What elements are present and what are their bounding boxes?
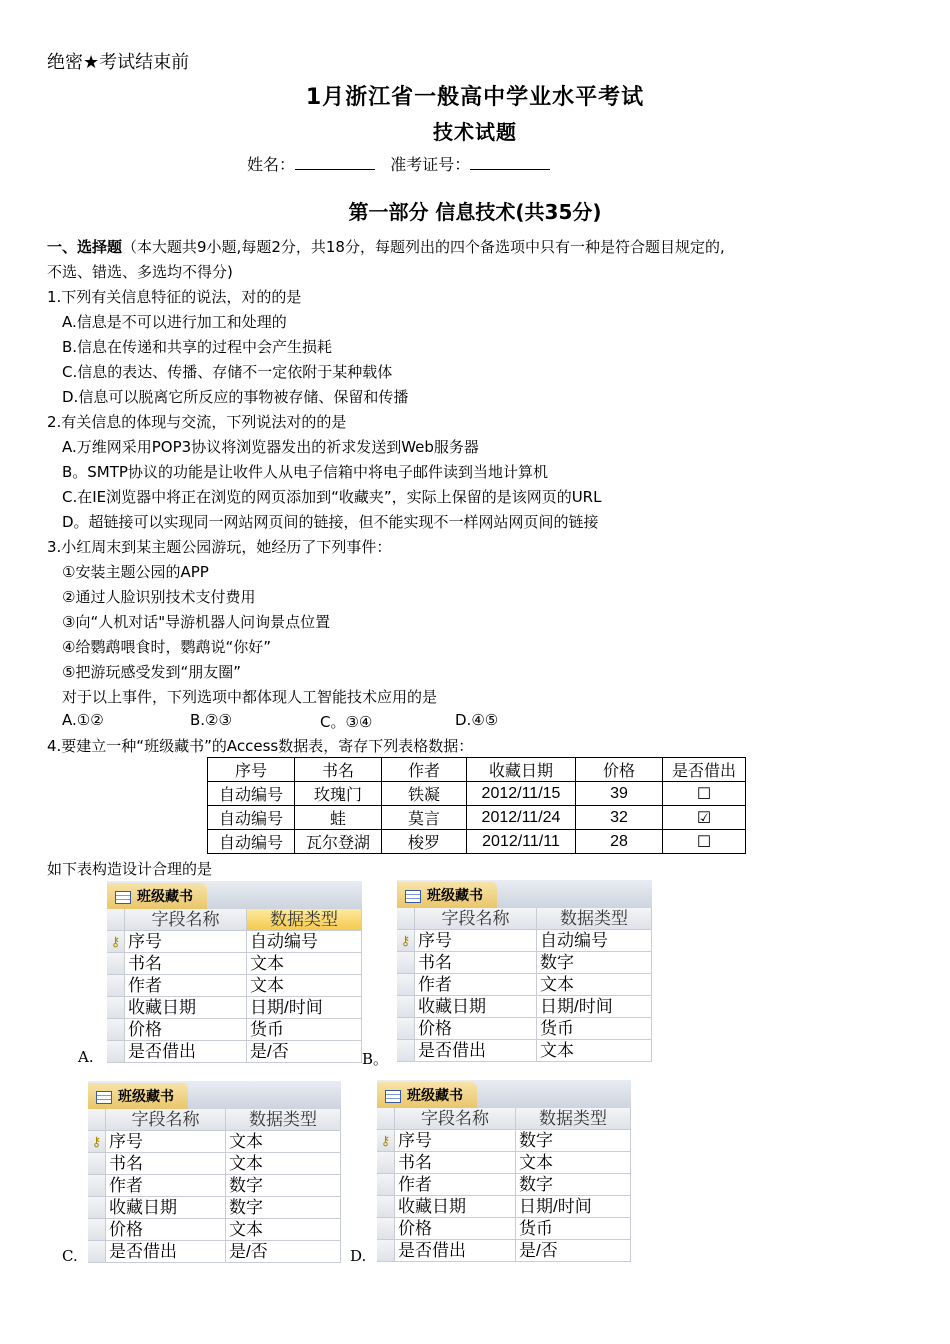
q1-option-b: B.信息在传递和共享的过程中会产生损耗 bbox=[62, 338, 333, 356]
q3-stem: 3.小红周末到某主题公园游玩，她经历了下列事件： bbox=[47, 538, 392, 556]
col-header: 作者 bbox=[382, 758, 467, 782]
table-cell: 28 bbox=[576, 830, 663, 854]
data-type-cell: 文本 bbox=[537, 974, 652, 996]
field-name-header: 字段名称 bbox=[395, 1108, 516, 1130]
part-title: 第一部分 信息技术(共35分) bbox=[348, 200, 602, 224]
data-type-cell: 自动编号 bbox=[537, 930, 652, 952]
col-header: 价格 bbox=[576, 758, 663, 782]
table-cell: 玫瑰门 bbox=[295, 782, 382, 806]
field-name-cell: 是否借出 bbox=[395, 1240, 516, 1262]
panel-tab-label: 班级藏书 bbox=[137, 888, 193, 904]
data-type-cell: 自动编号 bbox=[247, 931, 362, 953]
option-label-b: B。 bbox=[362, 1050, 389, 1068]
q4-ask: 如下表构造设计合理的是 bbox=[47, 860, 213, 878]
field-name-cell: 书名 bbox=[395, 1152, 516, 1174]
data-type-cell: 文本 bbox=[226, 1131, 341, 1153]
data-type-cell: 是/否 bbox=[516, 1240, 631, 1262]
data-type-cell: 数字 bbox=[226, 1175, 341, 1197]
panel-tab-bar bbox=[107, 881, 362, 909]
table-row bbox=[208, 782, 746, 806]
section-instruction bbox=[47, 236, 725, 257]
id-blank bbox=[470, 155, 550, 170]
field-name-cell: 收藏日期 bbox=[106, 1197, 226, 1219]
data-type-cell: 是/否 bbox=[226, 1241, 341, 1263]
q1-option-a: A.信息是不可以进行加工和处理的 bbox=[62, 313, 287, 331]
table-icon bbox=[405, 890, 421, 903]
q2-stem: 2.有关信息的体现与交流，下列说法对的的是 bbox=[47, 413, 347, 431]
exam-subtitle: 技术试题 bbox=[433, 120, 517, 144]
row-selector bbox=[88, 1219, 106, 1241]
section-text: （本大题共9小题,每题2分，共18分，每题列出的四个备选项中只有一种是符合题目规定的, bbox=[122, 238, 725, 256]
section-heading: 一、选择题 bbox=[47, 238, 123, 256]
table-design-panel-b bbox=[397, 880, 652, 1062]
primary-key-icon: ⚷ bbox=[397, 930, 415, 952]
field-name-cell: 序号 bbox=[125, 931, 247, 953]
field-name-cell: 作者 bbox=[395, 1174, 516, 1196]
row-selector bbox=[107, 1041, 125, 1063]
q1-option-d: D.信息可以脱离它所反应的事物被存储、保留和传播 bbox=[62, 388, 409, 406]
data-type-cell: 文本 bbox=[226, 1219, 341, 1241]
name-blank bbox=[295, 155, 375, 170]
field-name-header: 字段名称 bbox=[106, 1109, 226, 1131]
table-row bbox=[208, 830, 746, 854]
panel-tab-label: 班级藏书 bbox=[407, 1087, 463, 1103]
field-name-cell: 收藏日期 bbox=[125, 997, 247, 1019]
row-selector bbox=[88, 1175, 106, 1197]
row-selector bbox=[107, 997, 125, 1019]
table-cell: 39 bbox=[576, 782, 663, 806]
checkbox-cell bbox=[663, 782, 746, 806]
panel-tab-label: 班级藏书 bbox=[427, 887, 483, 903]
field-name-cell: 序号 bbox=[395, 1130, 516, 1152]
table-cell: 2012/11/11 bbox=[467, 830, 576, 854]
checkbox-icon: ☐ bbox=[696, 785, 712, 803]
panel-tab-bar bbox=[88, 1081, 341, 1109]
data-type-cell: 货币 bbox=[516, 1218, 631, 1240]
field-name-cell: 价格 bbox=[395, 1218, 516, 1240]
field-name-cell: 序号 bbox=[106, 1131, 226, 1153]
data-type-cell: 文本 bbox=[226, 1153, 341, 1175]
table-icon bbox=[96, 1091, 112, 1104]
row-selector-header bbox=[88, 1109, 106, 1131]
data-type-cell: 文本 bbox=[247, 975, 362, 997]
row-selector bbox=[107, 975, 125, 997]
q3-ask: 对于以上事件，下列选项中都体现人工智能技术应用的是 bbox=[62, 688, 438, 706]
q3-option-b: B.②③ bbox=[190, 711, 232, 729]
option-label-c: C. bbox=[62, 1247, 78, 1265]
table-icon bbox=[385, 1090, 401, 1103]
secret-label: 绝密★考试结束前 bbox=[47, 52, 190, 73]
data-type-cell: 货币 bbox=[537, 1018, 652, 1040]
col-header: 收藏日期 bbox=[467, 758, 576, 782]
checkbox-icon: ☐ bbox=[696, 833, 712, 851]
panel-tab bbox=[377, 1082, 477, 1108]
section-instruction-2: 不选、错选、多选均不得分) bbox=[47, 263, 233, 281]
col-header: 书名 bbox=[295, 758, 382, 782]
exam-title: 1月浙江省一般高中学业水平考试 bbox=[305, 85, 645, 110]
data-type-cell: 是/否 bbox=[247, 1041, 362, 1063]
panel-tab bbox=[88, 1083, 188, 1109]
row-selector bbox=[377, 1218, 395, 1240]
q3-event-3: ③向“人机对话"导游机器人问询景点位置 bbox=[62, 613, 331, 631]
row-selector bbox=[397, 996, 415, 1018]
field-name-cell: 书名 bbox=[415, 952, 537, 974]
table-design-panel-a bbox=[107, 881, 362, 1063]
table-cell: 自动编号 bbox=[208, 782, 295, 806]
row-selector bbox=[377, 1152, 395, 1174]
table-design-panel-d bbox=[377, 1080, 631, 1262]
data-type-header: 数据类型 bbox=[537, 908, 652, 930]
field-grid bbox=[88, 1109, 341, 1263]
q3-option-c: C。③④ bbox=[320, 713, 373, 731]
table-cell: 2012/11/15 bbox=[467, 782, 576, 806]
q2-option-a: A.万维网采用POP3协议将浏览器发出的祈求发送到Web服务器 bbox=[62, 438, 479, 456]
table-cell: 梭罗 bbox=[382, 830, 467, 854]
table-cell: 32 bbox=[576, 806, 663, 830]
field-name-cell: 作者 bbox=[415, 974, 537, 996]
field-name-cell: 作者 bbox=[125, 975, 247, 997]
field-grid bbox=[107, 909, 362, 1063]
row-selector bbox=[397, 1040, 415, 1062]
data-type-cell: 日期/时间 bbox=[516, 1196, 631, 1218]
q2-option-c: C.在IE浏览器中将正在浏览的网页添加到“收藏夹”，实际上保留的是该网页的URL bbox=[62, 488, 602, 506]
field-name-cell: 收藏日期 bbox=[415, 996, 537, 1018]
row-selector bbox=[88, 1197, 106, 1219]
option-label-a: A. bbox=[78, 1048, 94, 1066]
table-cell: 自动编号 bbox=[208, 806, 295, 830]
col-header: 是否借出 bbox=[663, 758, 746, 782]
row-selector-header bbox=[377, 1108, 395, 1130]
data-type-cell: 货币 bbox=[247, 1019, 362, 1041]
field-grid bbox=[397, 908, 652, 1062]
name-line bbox=[247, 152, 550, 175]
row-selector bbox=[377, 1174, 395, 1196]
books-header-row bbox=[208, 758, 746, 782]
row-selector-header bbox=[397, 908, 415, 930]
row-selector bbox=[397, 952, 415, 974]
primary-key-icon: ⚷ bbox=[107, 931, 125, 953]
field-grid bbox=[377, 1108, 631, 1262]
primary-key-icon: ⚷ bbox=[88, 1131, 106, 1153]
panel-tab-bar bbox=[377, 1080, 631, 1108]
row-selector bbox=[397, 1018, 415, 1040]
q1-option-c: C.信息的表达、传播、存储不一定依附于某种载体 bbox=[62, 363, 393, 381]
table-cell: 莫言 bbox=[382, 806, 467, 830]
field-name-header: 字段名称 bbox=[125, 909, 247, 931]
table-cell: 2012/11/24 bbox=[467, 806, 576, 830]
data-type-cell: 数字 bbox=[516, 1174, 631, 1196]
q1-stem: 1.下列有关信息特征的说法，对的的是 bbox=[47, 288, 302, 306]
data-type-cell: 数字 bbox=[537, 952, 652, 974]
field-name-cell: 是否借出 bbox=[106, 1241, 226, 1263]
checked-checkbox-icon: ☑ bbox=[696, 809, 712, 827]
panel-tab-bar bbox=[397, 880, 652, 908]
checkbox-cell bbox=[663, 830, 746, 854]
field-name-header: 字段名称 bbox=[415, 908, 537, 930]
books-table bbox=[207, 757, 746, 854]
field-name-cell: 价格 bbox=[415, 1018, 537, 1040]
field-name-cell: 是否借出 bbox=[125, 1041, 247, 1063]
field-name-cell: 书名 bbox=[106, 1153, 226, 1175]
field-name-cell: 收藏日期 bbox=[395, 1196, 516, 1218]
data-type-cell: 日期/时间 bbox=[247, 997, 362, 1019]
id-label: 准考证号： bbox=[390, 155, 471, 174]
table-cell: 蛙 bbox=[295, 806, 382, 830]
q3-event-1: ①安装主题公园的APP bbox=[62, 563, 209, 581]
q3-option-a: A.①② bbox=[62, 711, 104, 729]
q2-option-d: D。超链接可以实现同一网站网页间的链接，但不能实现不一样网站网页间的链接 bbox=[62, 513, 599, 531]
table-cell: 铁凝 bbox=[382, 782, 467, 806]
checkbox-cell bbox=[663, 806, 746, 830]
row-selector bbox=[88, 1153, 106, 1175]
q3-option-d: D.④⑤ bbox=[455, 711, 499, 729]
data-type-header: 数据类型 bbox=[226, 1109, 341, 1131]
row-selector bbox=[107, 1019, 125, 1041]
data-type-cell: 数字 bbox=[226, 1197, 341, 1219]
row-selector bbox=[107, 953, 125, 975]
table-cell: 瓦尔登湖 bbox=[295, 830, 382, 854]
table-row bbox=[208, 806, 746, 830]
field-name-cell: 序号 bbox=[415, 930, 537, 952]
q3-event-2: ②通过人脸识别技术支付费用 bbox=[62, 588, 256, 606]
field-name-cell: 作者 bbox=[106, 1175, 226, 1197]
data-type-cell: 数字 bbox=[516, 1130, 631, 1152]
data-type-header: 数据类型 bbox=[516, 1108, 631, 1130]
table-cell: 自动编号 bbox=[208, 830, 295, 854]
row-selector bbox=[88, 1241, 106, 1263]
data-type-cell: 文本 bbox=[247, 953, 362, 975]
row-selector bbox=[377, 1240, 395, 1262]
table-icon bbox=[115, 891, 131, 904]
row-selector bbox=[377, 1196, 395, 1218]
q3-event-4: ④给鹦鹉喂食时，鹦鹉说“你好” bbox=[62, 638, 271, 656]
panel-tab-label: 班级藏书 bbox=[118, 1088, 174, 1104]
data-type-cell: 日期/时间 bbox=[537, 996, 652, 1018]
primary-key-icon: ⚷ bbox=[377, 1130, 395, 1152]
q3-event-5: ⑤把游玩感受发到“朋友圈” bbox=[62, 663, 241, 681]
col-header: 序号 bbox=[208, 758, 295, 782]
field-name-cell: 书名 bbox=[125, 953, 247, 975]
field-name-cell: 价格 bbox=[125, 1019, 247, 1041]
data-type-cell: 文本 bbox=[537, 1040, 652, 1062]
name-label: 姓名： bbox=[247, 155, 296, 174]
data-type-header: 数据类型 bbox=[247, 909, 362, 931]
row-selector bbox=[397, 974, 415, 996]
q4-stem: 4.要建立一种“班级藏书”的Access数据表，寄存下列表格数据： bbox=[47, 737, 474, 755]
panel-tab bbox=[107, 883, 207, 909]
option-label-d: D. bbox=[350, 1247, 367, 1265]
field-name-cell: 是否借出 bbox=[415, 1040, 537, 1062]
panel-tab bbox=[397, 882, 497, 908]
table-design-panel-c bbox=[88, 1081, 341, 1263]
data-type-cell: 文本 bbox=[516, 1152, 631, 1174]
field-name-cell: 价格 bbox=[106, 1219, 226, 1241]
row-selector-header bbox=[107, 909, 125, 931]
q2-option-b: B。SMTP协议的功能是让收件人从电子信箱中将电子邮件读到当地计算机 bbox=[62, 463, 548, 481]
